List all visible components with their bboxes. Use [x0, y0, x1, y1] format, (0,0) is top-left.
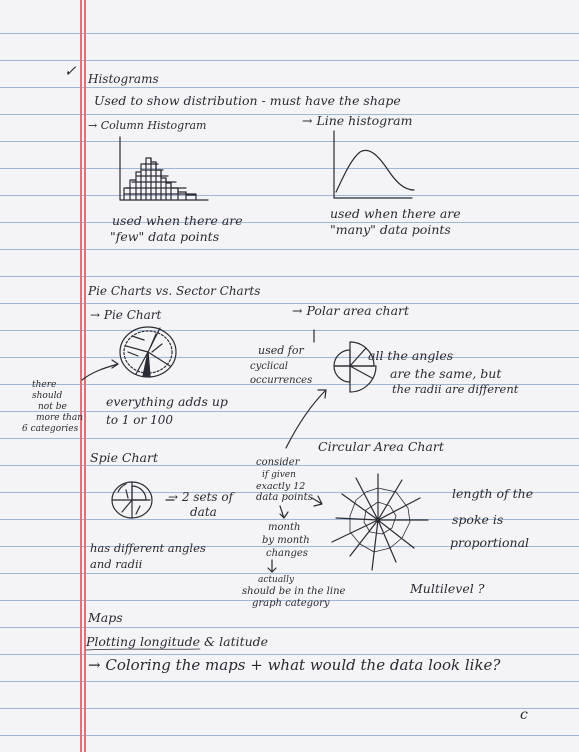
actually-line-3: graph category [252, 598, 330, 609]
month-line-2: by month [262, 535, 310, 546]
spoke-line-2: spoke is [452, 512, 504, 527]
month-line-3: changes [266, 548, 308, 559]
line-use-line-1: used when there are [330, 206, 461, 221]
consider-arrows [166, 496, 322, 572]
polar-area-sketch [334, 342, 376, 392]
angles-line-1: all the angles [368, 348, 454, 363]
angles-line-2: are the same, but [390, 366, 502, 381]
multilevel-note: Multilevel ? [410, 581, 485, 596]
circular-area-heading: Circular Area Chart [318, 439, 444, 454]
corner-mark: c [520, 707, 528, 723]
adds-up-line-2: to 1 or 100 [106, 413, 173, 427]
adds-up-line-1: everything adds up [106, 394, 228, 409]
used-for-line-1: used for [258, 344, 304, 357]
spie-chart-sketch [112, 482, 152, 518]
maps-heading: Maps [88, 610, 123, 625]
check-mark: ✓ [64, 62, 77, 80]
actually-line-1: actually [258, 575, 295, 585]
different-angles-line-2: and radii [90, 557, 143, 571]
plotting-underline [86, 649, 200, 650]
line-histogram-sketch [334, 131, 414, 198]
line-use-line-2: "many" data points [330, 222, 451, 237]
circular-area-sketch [332, 474, 428, 570]
margin-note-line-1: there [32, 380, 57, 390]
pie-chart-sketch [120, 327, 176, 377]
column-histogram-label: → Column Histogram [88, 119, 207, 132]
consider-line-3: exactly 12 [256, 481, 306, 492]
used-for-line-3: occurrences [250, 375, 313, 386]
spoke-line-1: length of the [452, 486, 534, 501]
polar-arrow [286, 390, 326, 448]
margin-note-line-4: more than [36, 413, 84, 423]
column-use-line-1: used when there are [112, 213, 243, 228]
margin-note-line-2: should [32, 391, 63, 401]
spie-chart-heading: Spie Chart [90, 450, 158, 465]
two-sets-line-2: data [190, 505, 217, 519]
consider-line-1: consider [256, 457, 300, 468]
histograms-heading: Histograms [88, 72, 159, 86]
different-angles-line-1: has different angles [90, 541, 206, 555]
used-for-line-2: cyclical [250, 361, 289, 372]
margin-arrow [82, 360, 118, 380]
consider-line-2: if given [262, 470, 296, 480]
polar-area-label: → Polar area chart [292, 303, 410, 318]
actually-line-2: should be in the line [242, 586, 346, 597]
margin-note-line-5: 6 categories [22, 424, 79, 434]
angles-line-3: the radii are different [392, 382, 519, 396]
pie-vs-sector-heading: Pie Charts vs. Sector Charts [88, 284, 261, 298]
consider-line-4: data points [256, 492, 313, 503]
spoke-line-3: proportional [450, 535, 530, 550]
column-use-line-2: "few" data points [110, 229, 220, 244]
column-histogram-sketch [120, 137, 208, 200]
month-line-1: month [268, 522, 301, 533]
pie-chart-label: → Pie Chart [90, 308, 162, 322]
line-histogram-label: → Line histogram [302, 113, 413, 128]
plotting-note: Plotting longitude & latitude [86, 634, 269, 649]
histograms-purpose: Used to show distribution - must have the shape [94, 93, 401, 108]
coloring-note: → Coloring the maps + what would the data look like? [88, 656, 501, 674]
two-sets-line-1: → 2 sets of [168, 490, 234, 504]
margin-note-line-3: not be [38, 402, 67, 412]
